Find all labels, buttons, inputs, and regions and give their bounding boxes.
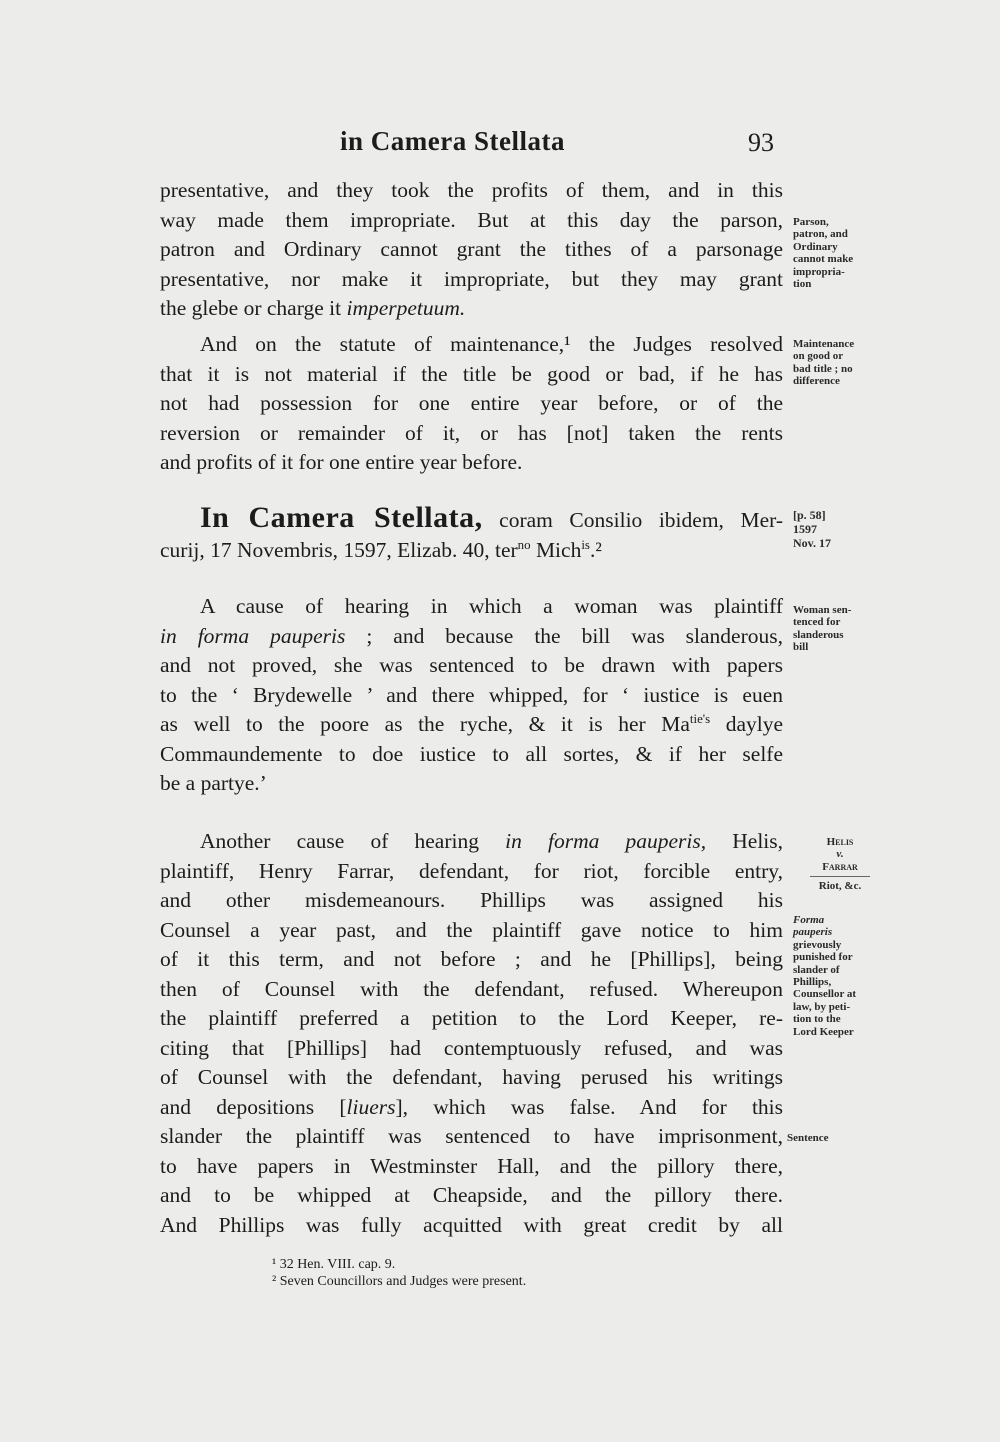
margin-line: difference (793, 375, 840, 388)
margin-line: bill (793, 641, 809, 654)
italic-term: in forma pauperis (160, 623, 346, 648)
heading-line (160, 503, 783, 536)
text-line: then of Counsel with the defendant, refused. Whereupon (160, 976, 783, 1001)
italic-term: imperpetuum. (346, 296, 466, 320)
paragraph-4 (160, 827, 783, 1240)
margin-line: tion to the (793, 1013, 841, 1026)
margin-line: Forma (793, 914, 825, 926)
text-line: citing that [Phillips] had contemptuously refused, and was (160, 1035, 783, 1060)
text-line: and not proved, she was sentenced to be drawn with papers (160, 653, 783, 677)
text-line: presentative, nor make it impropriate, but they may grant (160, 266, 783, 291)
text-fragment: as well to the poore as the ryche, & it is her Ma (160, 712, 690, 736)
text-line: to have papers in Westminster Hall, and the pillory there, (160, 1153, 783, 1178)
margin-line: v. (836, 848, 844, 861)
italic-term: liuers (346, 1094, 396, 1119)
text-line: And Phillips was fully acquitted with great credit by all (160, 1212, 783, 1237)
heading-line (160, 536, 783, 566)
text-line: be a partye.’ (160, 771, 267, 795)
text-line: not had possession for one entire year before, or of the (160, 391, 783, 415)
margin-line: Phillips, (793, 976, 832, 989)
text-fragment: ], which was false. And for this (395, 1094, 784, 1119)
margin-line: grievously (793, 938, 842, 951)
text-fragment: daylye (710, 712, 783, 736)
footnote: ² Seven Councillors and Judges were present. (272, 1274, 527, 1289)
text-line (160, 622, 783, 652)
superscript: tie's (689, 711, 711, 726)
superscript: no (517, 537, 531, 552)
margin-line: punished for (793, 951, 853, 964)
margin-line: Woman sen- (793, 604, 852, 616)
text-line: way made them impropriate. But at this day the parson, (160, 207, 783, 232)
text-line: Commaundemente to doe iustice to all sortes, & if her selfe (160, 741, 783, 766)
text-line (160, 710, 783, 740)
superscript: is (581, 537, 590, 552)
page-number: 93 (748, 128, 774, 157)
margin-line: Helis (826, 836, 854, 848)
text-line: reversion or remainder of it, or has [not] taken the rents (160, 420, 783, 445)
margin-line: patron, and (793, 228, 848, 241)
text-line (160, 1093, 783, 1123)
text-fragment: .² (589, 537, 602, 562)
margin-rule (810, 876, 870, 877)
text-line: the plaintiff preferred a petition to the Lord Keeper, re- (160, 1006, 783, 1030)
text-fragment: curij, 17 Novembris, 1597, Elizab. 40, ter (160, 537, 518, 562)
text-line: to the ‘ Brydewelle ’ and there whipped, for ‘ iustice is euen (160, 682, 783, 707)
margin-note-date (793, 508, 831, 550)
margin-line: cannot make (793, 253, 854, 266)
margin-line: Counsellor at (793, 988, 857, 1001)
margin-line: tenced for (793, 616, 841, 629)
text-fragment: Another cause of hearing (200, 829, 506, 853)
margin-line: Nov. 17 (793, 536, 832, 550)
text-line (160, 827, 783, 857)
margin-line: 1597 (793, 522, 817, 536)
text-line: that it is not material if the title be good or bad, if he has (160, 361, 783, 386)
paragraph-1 (160, 176, 783, 324)
text-line: and profits of it for one entire year before. (160, 450, 523, 474)
margin-line: Ordinary (793, 240, 838, 253)
margin-line: slanderous (793, 628, 844, 641)
text-line: and other misdemeanours. Phillips was assigned his (160, 888, 783, 912)
margin-line: Lord Keeper (793, 1025, 854, 1038)
italic-term: in forma pauperis, (505, 829, 707, 853)
paragraph-3 (160, 592, 783, 799)
text-line: A cause of hearing in which a woman was plaintiff (200, 594, 783, 618)
margin-line: slander of (793, 963, 840, 976)
text-line (160, 294, 783, 324)
margin-line: Sentence (787, 1132, 829, 1144)
margin-line: impropria- (793, 265, 845, 278)
text-line: presentative, and they took the profits of them, and in this (160, 178, 783, 202)
margin-note-parson (793, 216, 853, 290)
margin-note-woman (793, 604, 851, 654)
margin-line: tion (793, 278, 812, 291)
paragraph-2 (160, 330, 783, 478)
margin-note-case (800, 836, 880, 893)
margin-line: [p. 58] (793, 508, 826, 522)
margin-note-sentence (787, 1132, 829, 1144)
running-head: in Camera Stellata (340, 126, 565, 156)
margin-line: pauperis (793, 926, 833, 939)
text-line: Counsel a year past, and the plaintiff gave notice to him (160, 917, 783, 942)
text-line: of it this term, and not before ; and he [Phillips], being (160, 947, 783, 971)
text-fragment: coram Consilio ibidem, Mer- (482, 508, 784, 532)
session-heading (160, 503, 783, 565)
footnote: ¹ 32 Hen. VIII. cap. 9. (272, 1257, 396, 1272)
blackletter-heading: In Camera Stellata, (200, 501, 483, 534)
text-line: of Counsel with the defendant, having perused his writings (160, 1065, 783, 1089)
footnotes (272, 1256, 526, 1290)
text-fragment: Helis, (706, 829, 784, 853)
margin-note-maintenance (793, 338, 854, 388)
text-line: And on the statute of maintenance,¹ the Judges resolved (200, 332, 783, 356)
text-fragment: Mich (530, 537, 582, 562)
text-line: patron and Ordinary cannot grant the tithes of a parsonage (160, 237, 783, 261)
margin-line: bad title ; no (793, 362, 853, 375)
margin-line: Riot, &c. (818, 880, 862, 893)
margin-line: on good or (793, 350, 844, 363)
text-line: and to be whipped at Cheapside, and the pillory there. (160, 1183, 783, 1207)
margin-line: Farrar (822, 860, 858, 873)
margin-line: law, by peti- (793, 1000, 851, 1013)
margin-note-forma-pauperis (793, 914, 856, 1038)
text-fragment: and depositions [ (160, 1094, 347, 1119)
text-fragment: ; and because the bill was slanderous, (345, 623, 783, 648)
text-line: slander the plaintiff was sentenced to have imprisonment, (160, 1124, 783, 1148)
text-line: plaintiff, Henry Farrar, defendant, for riot, forcible entry, (160, 858, 783, 883)
text-fragment: the glebe or charge it (160, 296, 347, 320)
margin-line: Parson, (793, 216, 829, 228)
margin-line: Maintenance (793, 338, 855, 350)
